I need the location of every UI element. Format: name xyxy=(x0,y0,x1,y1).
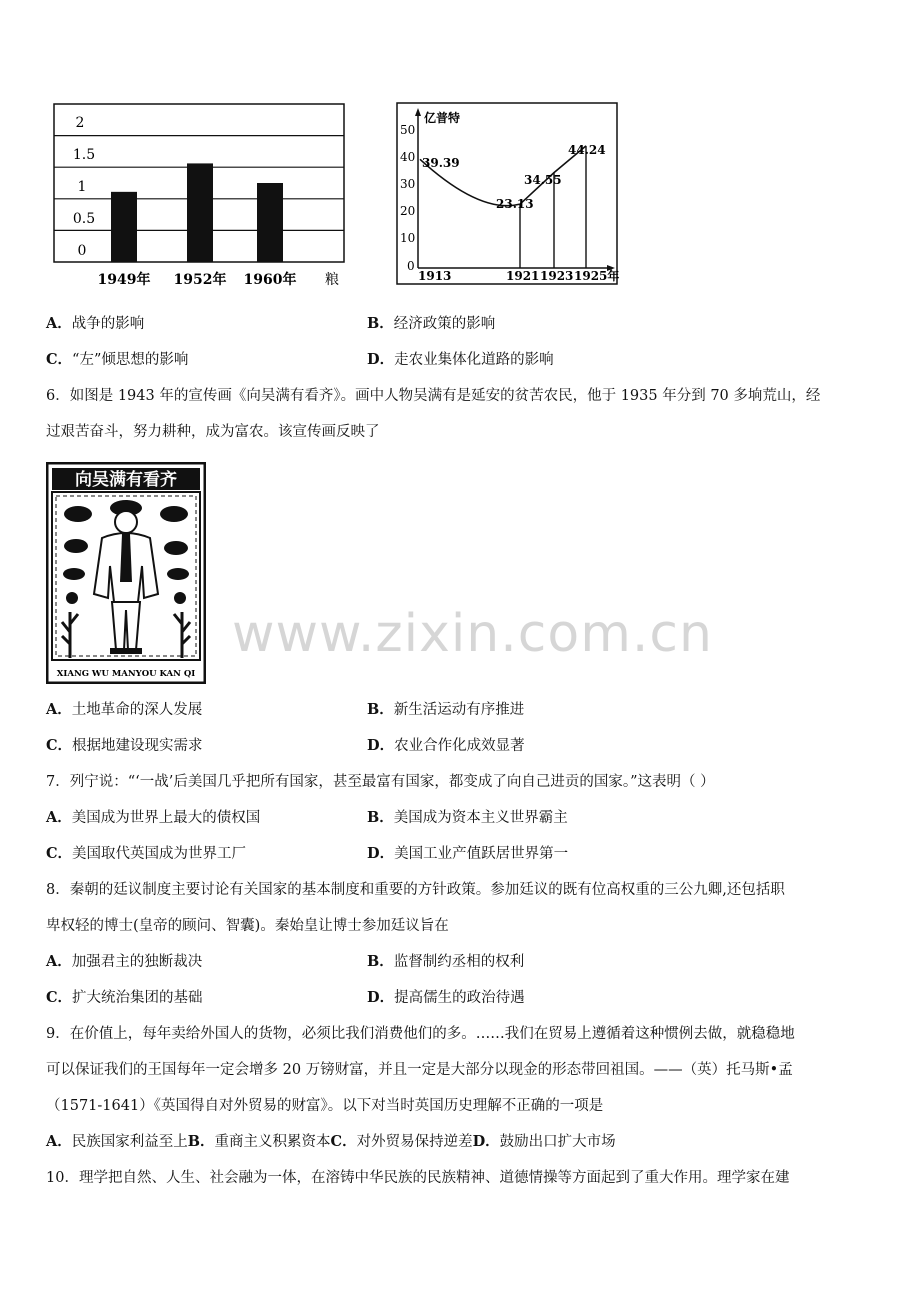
q5-option-b: B．经济政策的影响 xyxy=(367,315,496,332)
line-chart-ytick: 50 xyxy=(400,123,416,137)
q7-option-d: D．美国工业产值跃居世界第一 xyxy=(367,845,569,862)
q10-stem: 10．理学把自然、人生、社会融为一体，在溶铸中华民族的民族精神、道德情操等方面起到了重大作用。理学家在建 xyxy=(46,1170,790,1186)
bar-chart-ytick: 2 xyxy=(75,115,85,131)
line-chart-xlabel: 1913 xyxy=(418,269,452,283)
poster-caption: XIANG WU MANYOU KAN QI xyxy=(56,669,196,679)
q6-stem: 过艰苦奋斗，努力耕种，成为富农。该宣传画反映了 xyxy=(46,424,380,440)
line-chart-point-label: 44.24 xyxy=(568,143,606,157)
propaganda-poster xyxy=(46,462,206,684)
line-chart xyxy=(396,102,620,286)
bar-chart-ytick: 1 xyxy=(77,179,87,195)
line-chart-point-label: 39.39 xyxy=(422,156,460,170)
line-chart-ytick: 10 xyxy=(400,231,416,245)
line-chart-unit: 亿普特 xyxy=(424,111,461,125)
q8-option-b: B．监督制约丞相的权利 xyxy=(367,953,525,970)
line-chart-frame xyxy=(397,103,620,284)
q7-option-b: B．美国成为资本主义世界霸主 xyxy=(367,809,568,826)
q9-option-d: D．鼓励出口扩大市场 xyxy=(472,1133,616,1150)
q5-option-a: A．战争的影响 xyxy=(46,315,145,332)
watermark: www.zixin.com.cn xyxy=(232,604,713,664)
chicken-icon xyxy=(174,592,186,604)
bar-1949年 xyxy=(111,192,137,262)
q9-stem: 9．在价值上，每年卖给外国人的货物，必须比我们消费他们的多。……我们在贸易上遵循着这种惯例去做，就稳稳地 xyxy=(46,1026,795,1042)
bar-chart-ytick: 0 xyxy=(77,243,87,259)
q8-option-d: D．提高儒生的政治待遇 xyxy=(367,989,525,1006)
line-chart-xlabel: 1923 xyxy=(540,269,574,283)
q7-stem: 7．列宁说：“‘一战’后美国几乎把所有国家，甚至最富有国家，都变成了向自己进贡的国家。”这表明（ ） xyxy=(46,774,715,790)
chicken-icon xyxy=(66,592,78,604)
sheep-icon xyxy=(64,539,88,553)
bar-1952年 xyxy=(187,163,213,262)
line-chart-ytick: 30 xyxy=(400,177,416,191)
q9-option-b: B．重商主义积累资本 xyxy=(187,1133,331,1150)
q5-option-c: C．“左”倾思想的影响 xyxy=(46,351,189,368)
bar-chart-ytick: 0.5 xyxy=(72,211,96,227)
line-chart-point-label: 23.13 xyxy=(496,197,534,211)
q9-options xyxy=(46,1132,616,1152)
q9-option-a: A．民族国家利益至上 xyxy=(46,1133,188,1150)
ox-icon xyxy=(64,506,92,522)
ox-icon xyxy=(160,506,188,522)
q8-stem: 8．秦朝的廷议制度主要讨论有关国家的基本制度和重要的方针政策。参加廷议的既有位高权重的三公九卿,还包括职 xyxy=(46,882,785,898)
q8-stem: 卑权轻的博士(皇帝的顾问、智囊)。秦始皇让博士参加廷议旨在 xyxy=(46,918,449,934)
q9-stem: （1571-1641）《英国得自对外贸易的财富》。以下对当时英国历史理解不正确的一项是 xyxy=(46,1098,604,1114)
pig-icon xyxy=(167,568,189,580)
q8-option-a: A．加强君主的独断裁决 xyxy=(46,953,203,970)
bar-chart-xlabel: 1952年 xyxy=(173,272,227,288)
line-chart-ytick: 0 xyxy=(407,259,415,273)
q6-option-a: A．土地革命的深人发展 xyxy=(46,701,203,718)
poster-title: 向吴满有看齐 xyxy=(75,470,177,490)
q9-stem: 可以保证我们的王国每年一定会增多 20 万镑财富，并且一定是大部分以现金的形态带回祖国。——（英）托马斯•孟 xyxy=(46,1062,793,1078)
q7-option-a: A．美国成为世界上最大的债权国 xyxy=(46,809,261,826)
y-axis-arrow xyxy=(415,108,421,116)
line-chart-ytick: 20 xyxy=(400,204,416,218)
q8-option-c: C．扩大统治集团的基础 xyxy=(46,989,203,1006)
q6-stem: 6．如图是 1943 年的宣传画《向吴满有看齐》。画中人物吴满有是延安的贫苦农民，他于 1935 年分到 70 多垧荒山，经 xyxy=(46,388,821,404)
q6-option-b: B．新生活运动有序推进 xyxy=(367,701,525,718)
line-chart-ytick: 40 xyxy=(400,150,416,164)
q6-option-c: C．根据地建设现实需求 xyxy=(46,737,203,754)
bar-1960年 xyxy=(257,183,283,262)
sheep-icon xyxy=(164,541,188,555)
q7-option-c: C．美国取代英国成为世界工厂 xyxy=(46,845,247,862)
q6-option-d: D．农业合作化成效显著 xyxy=(367,737,525,754)
bar-chart-xlabel: 1949年 xyxy=(97,272,151,288)
line-chart-xlabel: 1921 xyxy=(506,269,540,283)
line-chart-point-label: 34.55 xyxy=(524,173,562,187)
bar-chart-xlabel: 1960年 xyxy=(243,272,297,288)
q5-option-d: D．走农业集体化道路的影响 xyxy=(367,351,554,368)
bar-chart-ytick: 1.5 xyxy=(72,147,96,163)
line-chart-xlabel: 1925年 xyxy=(574,269,620,283)
pig-icon xyxy=(63,568,85,580)
grain-bar-chart xyxy=(50,100,350,290)
q9-option-c: C．对外贸易保持逆差 xyxy=(330,1133,473,1150)
bar-chart-unit-label: 粮 xyxy=(325,272,339,288)
